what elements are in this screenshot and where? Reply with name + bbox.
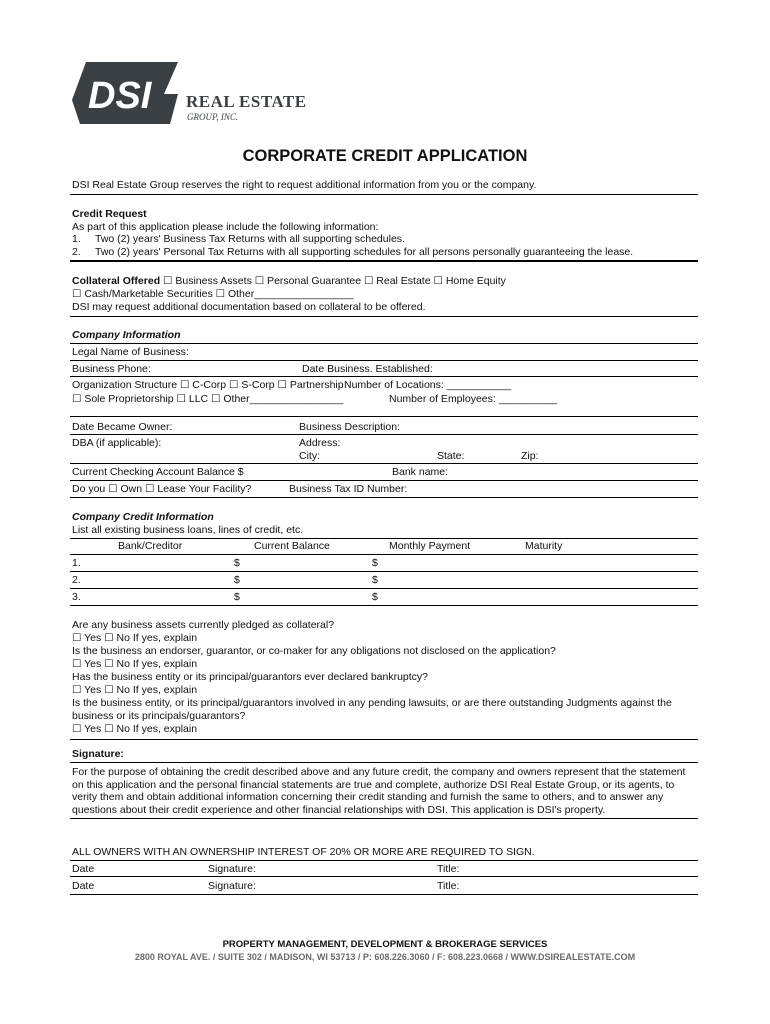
company-info-heading: Company Information: [72, 329, 181, 341]
collateral-heading: Collateral Offered: [72, 275, 161, 287]
table-row-num: 1.: [72, 557, 81, 569]
question-text: Is the business an endorser, guarantor, or co-maker for any obligations not disclosed on the application?: [72, 645, 556, 657]
question-text: business or its principals/guarantors?: [72, 710, 246, 722]
page-title: CORPORATE CREDIT APPLICATION: [242, 147, 528, 165]
date-field[interactable]: Date: [72, 863, 95, 875]
table-row-num: 2.: [72, 574, 81, 586]
logo-name: REAL ESTATE: [186, 92, 307, 111]
footer-services: PROPERTY MANAGEMENT, DEVELOPMENT & BROKERAGE SERVICES: [222, 939, 548, 950]
num-employees-field[interactable]: Number of Employees: __________: [389, 393, 558, 405]
column-header: Monthly Payment: [389, 540, 471, 552]
collateral-options-2[interactable]: ☐ Cash/Marketable Securities ☐ Other_________________: [72, 288, 354, 300]
divider: [70, 818, 698, 819]
divider: [70, 480, 698, 481]
divider: [70, 571, 698, 572]
num-locations-field[interactable]: Number of Locations: ___________: [344, 379, 511, 391]
divider: [70, 876, 698, 877]
logo-sub: GROUP, INC.: [187, 112, 239, 122]
credit-request-item-num: 2.: [72, 246, 81, 258]
own-lease-options[interactable]: Do you ☐ Own ☐ Lease Your Facility?: [72, 483, 252, 495]
divider: [70, 894, 698, 895]
dba-field[interactable]: DBA (if applicable):: [72, 437, 162, 449]
question-answer-options[interactable]: ☐ Yes ☐ No If yes, explain: [72, 658, 198, 670]
state-field[interactable]: State:: [437, 450, 465, 462]
question-answer-options[interactable]: ☐ Yes ☐ No If yes, explain: [72, 632, 198, 644]
address-field[interactable]: Address:: [299, 437, 341, 449]
intro-text: DSI Real Estate Group reserves the right to request additional information from you or the company.: [72, 179, 537, 191]
divider: [70, 860, 698, 861]
signature-field[interactable]: Signature:: [208, 880, 256, 892]
owners-note: ALL OWNERS WITH AN OWNERSHIP INTEREST OF 20% OR MORE ARE REQUIRED TO SIGN.: [72, 846, 535, 858]
question-answer-options[interactable]: ☐ Yes ☐ No If yes, explain: [72, 684, 198, 696]
table-cell-payment[interactable]: $: [372, 574, 378, 586]
legal-name-field[interactable]: Legal Name of Business:: [72, 346, 189, 358]
table-cell-payment[interactable]: $: [372, 591, 378, 603]
credit-info-line: List all existing business loans, lines of credit, etc.: [72, 524, 304, 536]
column-header: Current Balance: [254, 540, 330, 552]
credit-request-item: Two (2) years' Business Tax Returns with all supporting schedules.: [95, 233, 405, 245]
business-phone-field[interactable]: Business Phone:: [72, 363, 151, 375]
signature-statement: For the purpose of obtaining the credit described above and any future credit, the company and owners represent that the statement on this application and the personal financial statements are true and complete, authorize DSI Real Estate Group, or its agents, to verity them and obtain additional information concerning their credit standing and furnish the same to others, and to answer any questions about their credit experience and other financial relationships with DSI. This application is DSI's property.: [72, 766, 686, 816]
divider: [70, 360, 698, 361]
collateral-line1: [72, 275, 506, 287]
tax-id-field[interactable]: Business Tax ID Number:: [289, 483, 408, 495]
title-field[interactable]: Title:: [437, 880, 460, 892]
date-owner-field[interactable]: Date Became Owner:: [72, 421, 173, 433]
credit-request-item: Two (2) years' Personal Tax Returns with all supporting schedules for all persons personally guaranteeing the lease.: [95, 246, 634, 258]
divider: [70, 605, 698, 606]
question-text: Is the business entity, or its principal/guarantors involved in any pending lawsuits, or are there outstanding Judgments against the: [72, 697, 672, 709]
divider: [70, 762, 698, 763]
credit-info-heading: Company Credit Information: [72, 511, 214, 523]
divider: [70, 739, 698, 740]
footer-address: 2800 ROYAL AVE. / SUITE 302 / MADISON, WI 53713 / P: 608.226.3060 / F: 608.223.0668 / WWW.DSIREALESTATE.COM: [134, 952, 636, 962]
svg-text:DSI: DSI: [88, 75, 152, 117]
credit-request-heading: Credit Request: [72, 208, 147, 220]
divider: [70, 497, 698, 498]
divider: [70, 343, 698, 344]
divider: [70, 416, 698, 417]
title-field[interactable]: Title:: [437, 863, 460, 875]
table-row-num: 3.: [72, 591, 81, 603]
zip-field[interactable]: Zip:: [521, 450, 539, 462]
question-answer-options[interactable]: ☐ Yes ☐ No If yes, explain: [72, 723, 198, 735]
divider: [70, 260, 698, 262]
divider: [70, 194, 698, 195]
divider: [70, 538, 698, 539]
question-text: Has the business entity or its principal/guarantors ever declared bankruptcy?: [72, 671, 429, 683]
dsi-logo-mark: [72, 60, 184, 126]
signature-heading: Signature:: [72, 748, 124, 760]
divider: [70, 316, 698, 317]
column-header: Maturity: [525, 540, 563, 552]
divider: [70, 376, 698, 377]
date-field[interactable]: Date: [72, 880, 95, 892]
divider: [70, 434, 698, 435]
divider: [70, 463, 698, 464]
collateral-options[interactable]: ☐ Business Assets ☐ Personal Guarantee ☐ Real Estate ☐ Home Equity: [163, 275, 506, 287]
checking-balance-field[interactable]: Current Checking Account Balance $: [72, 466, 244, 478]
question-text: Are any business assets currently pledged as collateral?: [72, 619, 335, 631]
divider: [70, 554, 698, 555]
table-cell-balance[interactable]: $: [234, 557, 240, 569]
column-header: Bank/Creditor: [118, 540, 183, 552]
table-cell-balance[interactable]: $: [234, 591, 240, 603]
business-description-field[interactable]: Business Description:: [299, 421, 400, 433]
credit-request-line: As part of this application please include the following information:: [72, 221, 379, 233]
city-field[interactable]: City:: [299, 450, 320, 462]
org-structure-options-2[interactable]: ☐ Sole Proprietorship ☐ LLC ☐ Other________________: [72, 393, 344, 405]
credit-request-item-num: 1.: [72, 233, 81, 245]
collateral-note: DSI may request additional documentation based on collateral to be offered.: [72, 301, 426, 313]
org-structure-options[interactable]: Organization Structure ☐ C-Corp ☐ S-Corp ☐ Partnership: [72, 379, 344, 391]
bank-name-field[interactable]: Bank name:: [392, 466, 449, 478]
table-cell-payment[interactable]: $: [372, 557, 378, 569]
table-cell-balance[interactable]: $: [234, 574, 240, 586]
date-established-field[interactable]: Date Business. Established:: [302, 363, 433, 375]
divider: [70, 588, 698, 589]
signature-field[interactable]: Signature:: [208, 863, 256, 875]
